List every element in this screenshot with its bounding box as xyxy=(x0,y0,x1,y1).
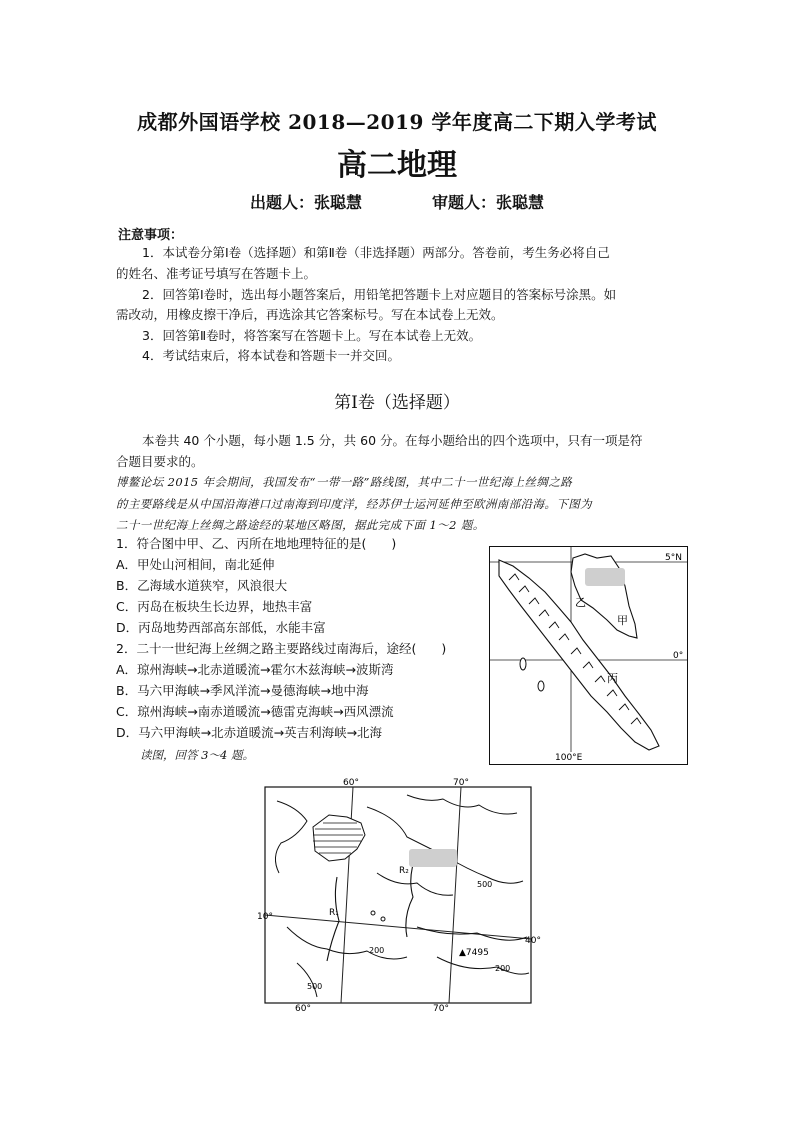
contour-label-200: 200 xyxy=(369,946,385,955)
lon-70-top-label: 70° xyxy=(453,778,469,788)
passage-line: 二十一世纪海上丝绸之路途经的某地区略图，据此完成下面 1～2 题。 xyxy=(116,518,485,532)
lon-70-bottom-label: 70° xyxy=(433,1004,449,1014)
notice-line: 3．回答第Ⅱ卷时，将答案写在答题卡上。写在本试卷上无效。 xyxy=(142,328,482,343)
exam-title: 成都外国语学校 2018—2019 学年度高二下期入学考试 xyxy=(137,110,657,134)
question-2-option-d: D．马六甲海峡→北赤道暖流→英吉利海峡→北海 xyxy=(116,725,383,740)
label-jia: 甲 xyxy=(617,614,628,627)
contour-label-500: 500 xyxy=(477,880,493,889)
passage-line: 的主要路线是从中国沿海港口过南海到印度洋，经苏伊士运河延伸至欧洲南部沿海。下图为 xyxy=(116,497,592,511)
question-1-option-b: B．乙海域水道狭窄，风浪很大 xyxy=(116,578,288,593)
notice-heading: 注意事项： xyxy=(118,228,184,243)
map-region-2 xyxy=(257,777,539,1013)
setter: 出题人：张聪慧 xyxy=(249,193,362,212)
peak-label: ▲7495 xyxy=(459,948,489,958)
question-2-stem: 2．二十一世纪海上丝绸之路主要路线过南海后，途经( ) xyxy=(116,641,447,656)
map-malacca xyxy=(489,546,688,765)
section-instruction: 本卷共 40 个小题，每小题 1.5 分，共 60 分。在每小题给出的四个选项中，只有一项是符 xyxy=(142,433,643,448)
label-yi: 乙 xyxy=(575,596,586,609)
question-1-stem: 1．符合图中甲、乙、丙所在地地理特征的是( ) xyxy=(116,536,397,551)
equator-label: 0° xyxy=(673,651,684,661)
blurred-label xyxy=(585,568,625,586)
notice-line: 需改动，用橡皮擦干净后，再选涂其它答案标号。写在本试卷上无效。 xyxy=(116,307,504,322)
small-island xyxy=(538,681,544,691)
section-instruction: 合题目要求的。 xyxy=(116,454,204,469)
lat-right-label: 40° xyxy=(525,936,541,946)
lon-100e-label: 100°E xyxy=(555,753,583,763)
question-2-option-b: B．马六甲海峡→季风洋流→曼德海峡→地中海 xyxy=(116,683,369,698)
lat-5n-label: 5°N xyxy=(665,553,682,563)
question-1-option-a: A．甲处山河相间，南北延伸 xyxy=(116,557,275,572)
notice-line: 的姓名、准考证号填写在答题卡上。 xyxy=(116,266,317,281)
authors-line xyxy=(0,190,794,213)
question-1-option-d: D．丙岛地势西部高东部低，水能丰富 xyxy=(116,620,326,635)
notice-line: 4．考试结束后，将本试卷和答题卡一并交回。 xyxy=(142,348,400,363)
passage-line: 博鳌论坛 2015 年会期间，我国发布“一带一路”路线图，其中二十一世纪海上丝绸之路 xyxy=(116,475,573,489)
section-title: 第Ⅰ卷（选择题） xyxy=(334,393,460,413)
notice-line: 1．本试卷分第Ⅰ卷（选择题）和第Ⅱ卷（非选择题）两部分。答卷前，考生务必将自己 xyxy=(142,245,610,260)
river-r2-label: R₂ xyxy=(399,866,409,876)
blurred-label xyxy=(409,849,457,867)
contour-label-200: 200 xyxy=(495,964,511,973)
contour-label-500: 500 xyxy=(307,982,323,991)
notice-line: 2．回答第Ⅰ卷时，选出每小题答案后，用铅笔把答题卡上对应题目的答案标号涂黑。如 xyxy=(142,287,617,302)
question-2-option-c: C．琼州海峡→南赤道暖流→德雷克海峡→西风漂流 xyxy=(116,704,394,719)
lon-60-top-label: 60° xyxy=(343,778,359,788)
river-r1-label: R₁ xyxy=(329,908,339,918)
label-bing: 丙 xyxy=(607,672,618,685)
small-island xyxy=(520,658,526,670)
lon-60-bottom-label: 60° xyxy=(295,1004,311,1014)
lat-left-label: 10° xyxy=(257,912,273,922)
read-map-instruction: 读图，回答 3～4 题。 xyxy=(140,748,254,762)
subject-title: 高二地理 xyxy=(337,148,457,183)
question-2-option-a: A．琼州海峡→北赤道暖流→霍尔木兹海峡→波斯湾 xyxy=(116,662,394,677)
reviewer: 审题人：张聪慧 xyxy=(432,193,545,212)
question-1-option-c: C．丙岛在板块生长边界，地热丰富 xyxy=(116,599,313,614)
